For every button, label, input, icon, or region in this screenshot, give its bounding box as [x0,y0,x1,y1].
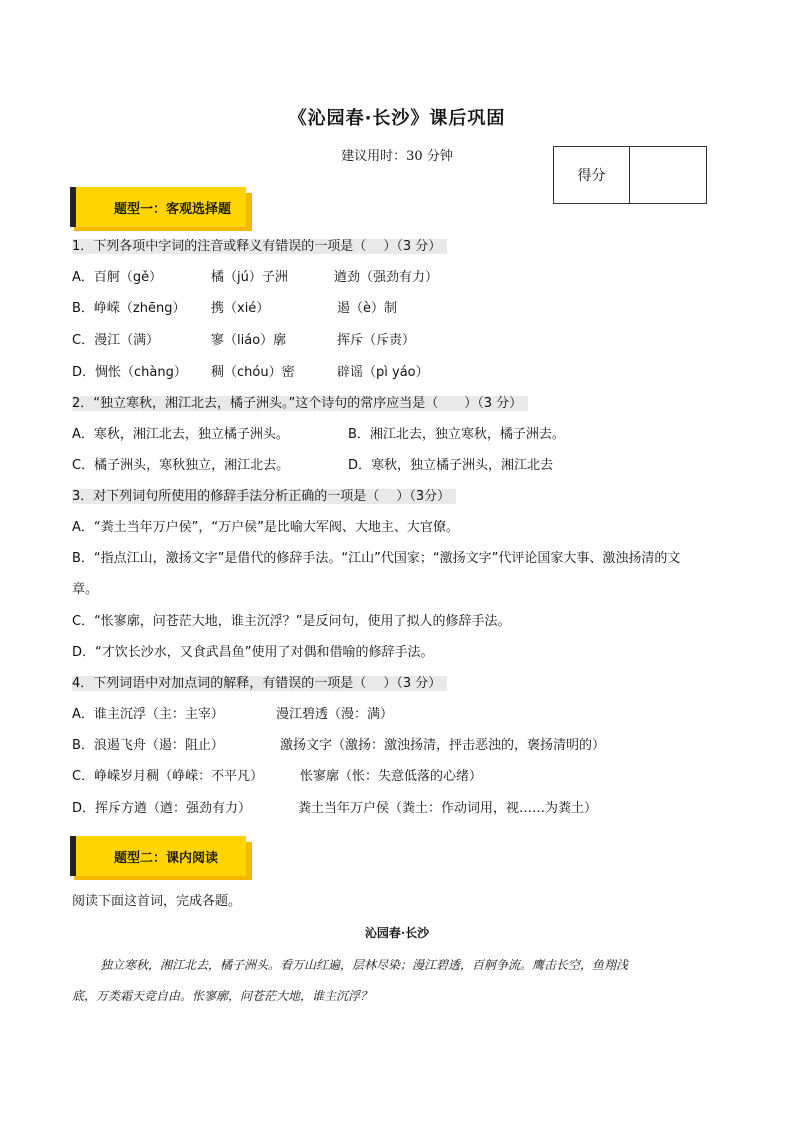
q4-a-2: 漫江碧透（漫：满） [276,707,394,722]
q4-c-2: 怅寥廓（怅：失意低落的心绪） [300,769,483,784]
q1-a-1: A．百舸（gě） [72,270,163,285]
poem-title: 沁园春·长沙 [364,926,430,940]
page-title: 《沁园春·长沙》课后巩固 [288,108,506,129]
section-banner-reading [70,836,252,880]
section-banner-objective [70,187,252,231]
q4-b-1: B．浪遏飞舟（遏：阻止） [72,738,224,753]
score-value-cell[interactable] [630,147,706,203]
reading-instruction: 阅读下面这首词，完成各题。 [72,894,242,909]
q4-d-2: 粪土当年万户侯（粪土：作动词用，视……为粪土） [298,801,598,816]
score-box [553,146,707,204]
question-3 [72,488,456,506]
q4-a-1: A．谁主沉浮（主：主宰） [72,707,224,722]
q2-option-b: B．湘江北去，独立寒秋，橘子洲去。 [348,427,565,442]
poem-line-1: 独立寒秋，湘江北去，橘子洲头。看万山红遍，层林尽染；漫江碧透，百舸争流。鹰击长空，鱼翔浅 [100,958,629,972]
q3-option-b-line2: 章。 [72,582,99,597]
question-1-stem: 1．下列各项中字词的注音或释义有错误的一项是（ ）（3 分） [72,239,447,254]
q1-d-3: 辟谣（pì yáo） [337,365,429,380]
q1-b-1: B．峥嵘（zhēng） [72,301,186,316]
question-4-stem: 4．下列词语中对加点词的解释，有错误的一项是（ ）（3 分） [72,676,447,691]
q2-option-a: A．寒秋，湘江北去，独立橘子洲头。 [72,427,289,442]
section-title-objective: 题型一：客观选择题 [114,202,232,217]
poem-line-2: 底，万类霜天竞自由。怅寥廓，问苍茫大地，谁主沉浮？ [72,989,373,1003]
q4-d-1: D．挥斥方遒（遒：强劲有力） [72,801,252,816]
question-3-stem: 3．对下列词句所使用的修辞手法分析正确的一项是（ ）（3分） [72,489,456,504]
question-4 [72,675,447,693]
score-label: 得分 [554,147,630,203]
q1-b-2: 携（xié） [211,301,270,316]
question-1 [72,238,447,256]
q1-c-3: 挥斥（斥责） [337,333,416,348]
q1-c-1: C．漫江（满） [72,333,160,348]
question-2 [72,395,528,413]
q3-option-b-line1: B．“指点江山，激扬文字”是借代的修辞手法。“江山”代国家；“激扬文字”代评论国家大事、激浊扬清的文 [72,551,681,566]
section-title-reading: 题型二：课内阅读 [114,851,219,866]
q1-a-2: 橘（jú）子洲 [211,270,288,285]
q3-option-a: A．“粪土当年万户侯”，“万户侯”是比喻大军阀、大地主、大官僚。 [72,520,459,535]
q1-b-3: 遏（è）制 [337,301,397,316]
q1-c-2: 寥（liáo）廓 [211,333,287,348]
q1-d-1: D．惆怅（chàng） [72,365,187,380]
q1-d-2: 稠（chóu）密 [211,365,295,380]
q4-b-2: 激扬文字（激扬：激浊扬清，抨击恶浊的，褒扬清明的） [280,738,606,753]
q3-option-d: D．“才饮长沙水，又食武昌鱼”使用了对偶和借喻的修辞手法。 [72,645,434,660]
question-2-stem: 2．“独立寒秋，湘江北去，橘子洲头。”这个诗句的常序应当是（ ）（3 分） [72,396,528,411]
q1-a-3: 遒劲（强劲有力） [334,270,439,285]
suggested-time: 建议用时：30 分钟 [341,149,453,164]
q2-option-c: C．橘子洲头，寒秋独立，湘江北去。 [72,458,290,473]
q2-option-d: D．寒秋，独立橘子洲头，湘江北去 [348,458,554,473]
q4-c-1: C．峥嵘岁月稠（峥嵘：不平凡） [72,769,264,784]
q3-option-c: C．“怅寥廓，问苍茫大地，谁主沉浮？”是反问句，使用了拟人的修辞手法。 [72,614,511,629]
